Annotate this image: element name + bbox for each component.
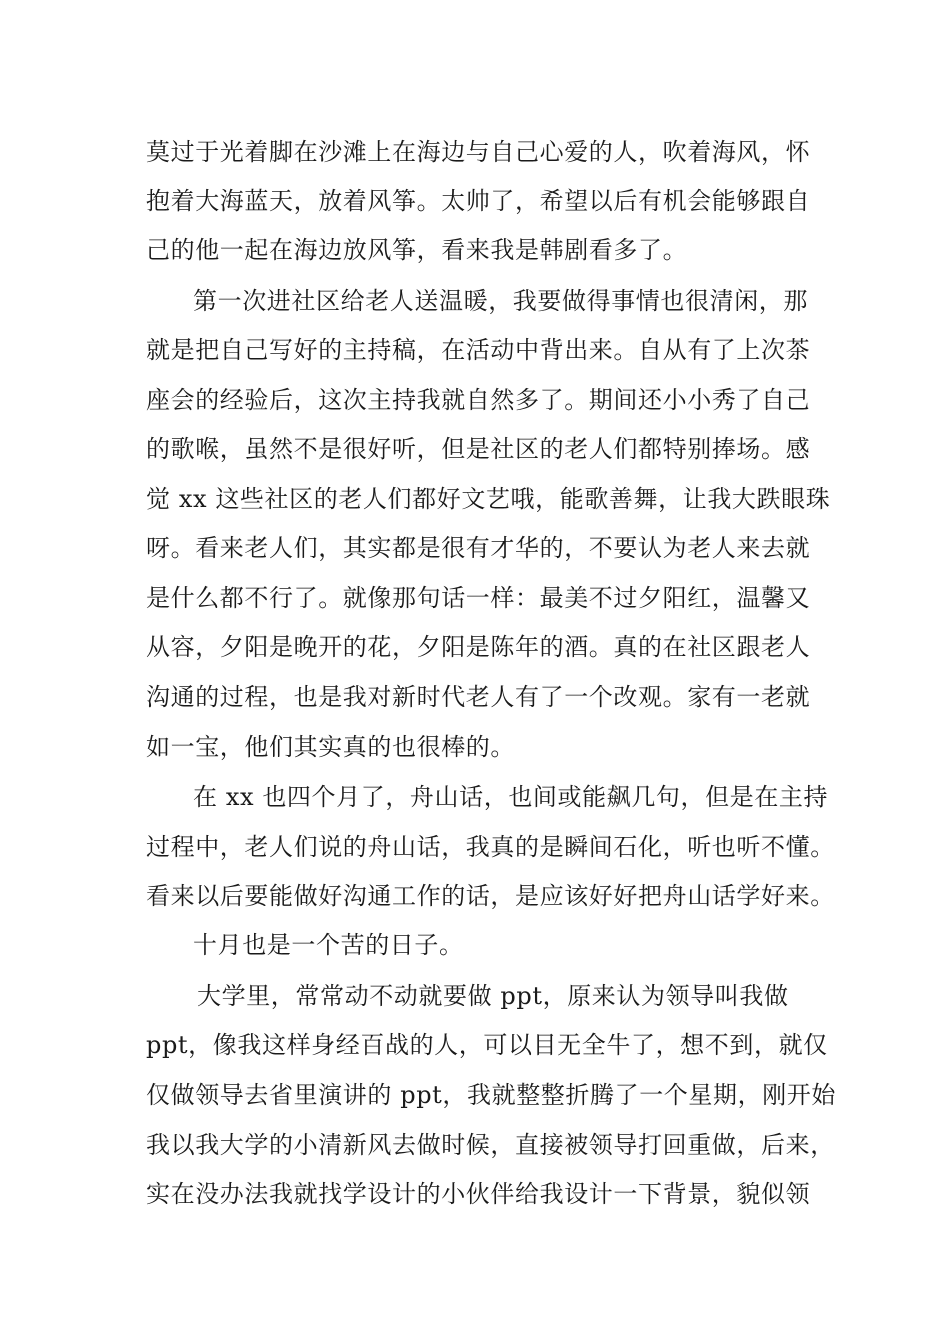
text-line: 如一宝，他们其实真的也很棒的。 — [146, 733, 515, 761]
paragraph-first-line: 大学里，常常动不动就要做 ppt，原来认为领导叫我做 — [197, 982, 789, 1010]
text-line: 我以我大学的小清新风去做时候，直接被领导打回重做，后来， — [146, 1131, 835, 1159]
text-line: 座会的经验后，这次主持我就自然多了。期间还小小秀了自己 — [146, 386, 811, 414]
text-line: 沟通的过程，也是我对新时代老人有了一个改观。家有一老就 — [146, 683, 811, 711]
text-line: 就是把自己写好的主持稿，在活动中背出来。自从有了上次茶 — [146, 336, 811, 364]
paragraph-first-line: 十月也是一个苦的日子。 — [193, 931, 464, 959]
text-line: 呀。看来老人们，其实都是很有才华的，不要认为老人来去就 — [146, 534, 811, 562]
text-line: 看来以后要能做好沟通工作的话，是应该好好把舟山话学好来。 — [146, 882, 835, 910]
paragraph-first-line: 在 xx 也四个月了，舟山话，也间或能飙几句，但是在主持 — [193, 783, 829, 811]
text-line: 己的他一起在海边放风筝，看来我是韩剧看多了。 — [146, 236, 688, 264]
text-line: ppt，像我这样身经百战的人，可以目无全牛了，想不到，就仅 — [146, 1031, 828, 1059]
text-line: 实在没办法我就找学设计的小伙伴给我设计一下背景，貌似领 — [146, 1180, 811, 1208]
text-line: 是什么都不行了。就像那句话一样：最美不过夕阳红，温馨又 — [146, 584, 811, 612]
text-line: 觉 xx 这些社区的老人们都好文艺哦，能歌善舞，让我大跌眼珠 — [146, 485, 831, 513]
text-line: 从容，夕阳是晚开的花，夕阳是陈年的酒。真的在社区跟老人 — [146, 633, 811, 661]
text-line: 抱着大海蓝天，放着风筝。太帅了，希望以后有机会能够跟自 — [146, 187, 811, 215]
text-line: 过程中，老人们说的舟山话，我真的是瞬间石化，听也听不懂。 — [146, 833, 835, 861]
text-line: 莫过于光着脚在沙滩上在海边与自己心爱的人，吹着海风，怀 — [146, 138, 811, 166]
text-line: 仅做领导去省里演讲的 ppt，我就整整折腾了一个星期，刚开始 — [146, 1081, 836, 1109]
paragraph-first-line: 第一次进社区给老人送温暖，我要做得事情也很清闲，那 — [193, 287, 808, 315]
text-line: 的歌喉，虽然不是很好听，但是社区的老人们都特别捧场。感 — [146, 435, 811, 463]
